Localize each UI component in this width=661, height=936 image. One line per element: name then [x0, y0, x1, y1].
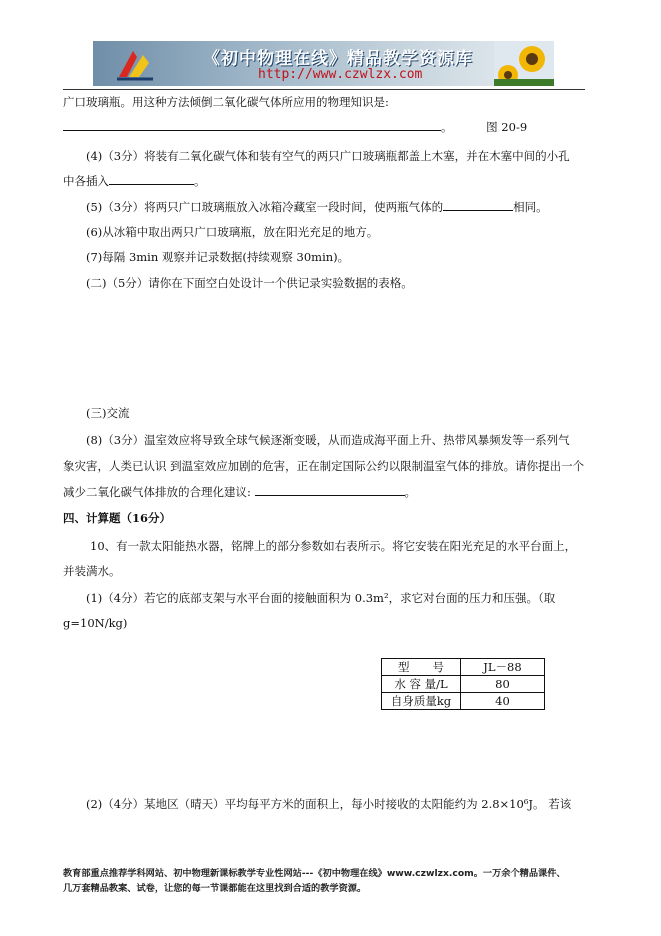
table-row [382, 676, 545, 693]
question-text: (8)（3分）温室效应将导致全球气候逐渐变暖，从而造成海平面上升、热带风暴频发等一系列气 [86, 433, 570, 447]
header-rule [63, 89, 585, 90]
question-6 [86, 224, 378, 240]
punctuation: 。 [441, 120, 453, 134]
banner-url[interactable]: http://www.czwlzx.com [258, 67, 423, 82]
question-text: (2)（4分）某地区（晴天）平均每平方米的面积上，每小时接收的太阳能约为 2.8×10⁶J。 若该 [86, 797, 572, 811]
question-text: (二)（5分）请你在下面空白处设计一个供记录实验数据的表格。 [86, 276, 413, 290]
sunflower-icon [494, 41, 554, 86]
question-4-cont [63, 173, 206, 189]
table-row [382, 659, 545, 676]
question-5 [86, 199, 548, 215]
question-10-2 [86, 796, 571, 812]
question-text: (7)每隔 3min 观察并记录数据(持续观察 30min)。 [86, 250, 350, 264]
question-10-cont [63, 563, 121, 579]
site-logo-icon [115, 47, 155, 81]
question-text: (6)从冰箱中取出两只广口玻璃瓶，放在阳光充足的地方。 [86, 225, 379, 239]
punctuation: 。 [404, 485, 417, 499]
spec-value: 40 [461, 693, 545, 710]
header-banner [93, 41, 554, 86]
question-text: (1)（4分）若它的底部支架与水平台面的接触面积为 0.3m²，求它对台面的压力和压强。（取 [86, 591, 556, 605]
table-row [382, 693, 545, 710]
text-line [63, 94, 389, 110]
question-text: (5)（3分）将两只广口玻璃瓶放入冰箱冷藏室一段时间，使两瓶气体的 [86, 200, 444, 214]
question-text: 象灾害，人类已认识 到温室效应加剧的危害，正在制定国际公约以限制温室气体的排放。请你提出一个 [63, 459, 585, 473]
figure-label: 图 20-9 [486, 120, 528, 134]
section-calculation [63, 510, 171, 526]
spec-value: 80 [461, 676, 545, 693]
section-heading: 四、计算题（16分） [63, 511, 172, 525]
question-8-cont [63, 458, 584, 474]
question-text: 中各插入 [63, 174, 109, 188]
answer-blank[interactable] [109, 173, 194, 185]
footer-line-1: 教育部重点推荐学科网站、初中物理新课标教学专业性网站---《初中物理在线》www.czwlzx.com。一万余个精品课件、 [63, 868, 566, 879]
question-10 [90, 538, 576, 554]
section-heading: (三)交流 [86, 406, 130, 420]
answer-blank[interactable] [63, 119, 441, 131]
question-8-cont [63, 484, 416, 500]
question-text: 广口玻璃瓶。用这种方法倾倒二氧化碳气体所应用的物理知识是: [63, 95, 389, 109]
punctuation: 。 [194, 174, 206, 188]
text-line [63, 119, 527, 135]
answer-blank[interactable] [443, 199, 513, 211]
banner-title: 《初中物理在线》精品教学资源库 [203, 49, 473, 69]
question-text: 减少二氧化碳气体排放的合理化建议: [63, 485, 251, 499]
question-10-1-cont [63, 615, 127, 631]
spec-key: 水 容 量/L [382, 676, 461, 693]
spec-value: JL－88 [461, 659, 545, 676]
question-text: (4)（3分）将装有二氧化碳气体和装有空气的两只广口玻璃瓶都盖上木塞，并在木塞中间的小孔 [86, 149, 570, 163]
question-text: 10、有一款太阳能热水器，铭牌上的部分参数如右表所示。将它安装在阳光充足的水平台面上， [90, 539, 577, 553]
question-10-1 [86, 590, 555, 606]
question-text: 并装满水。 [63, 564, 121, 578]
spec-table [381, 658, 545, 710]
table-design-question [86, 275, 413, 291]
footer-line-2: 几万套精品教案、试卷，让您的每一节课都能在这里找到合适的教学资源。 [63, 883, 367, 894]
question-8 [86, 432, 570, 448]
question-7 [86, 249, 349, 265]
spec-key: 自身质量kg [382, 693, 461, 710]
question-4 [86, 148, 570, 164]
question-text: 相同。 [513, 200, 548, 214]
answer-blank[interactable] [255, 484, 405, 496]
section-exchange [86, 405, 129, 421]
spec-key: 型 号 [382, 659, 461, 676]
question-text: g=10N/kg) [63, 616, 128, 630]
